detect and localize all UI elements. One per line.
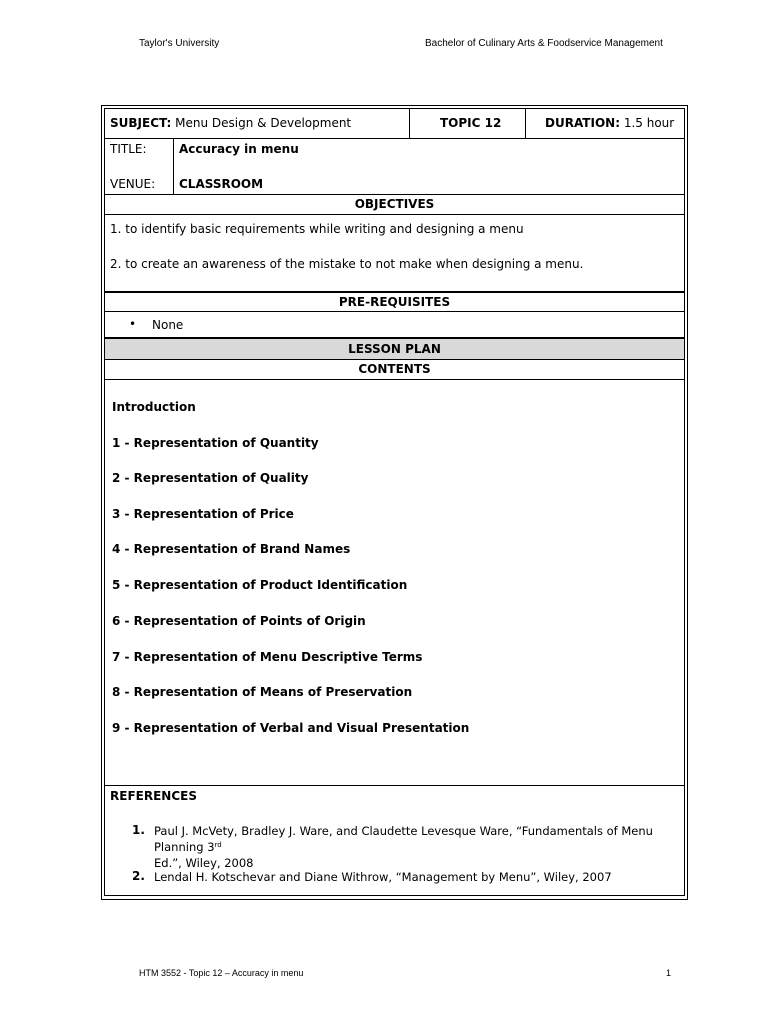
references-section	[105, 786, 684, 895]
references-heading: REFERENCES	[110, 789, 197, 803]
bullet-icon: •	[129, 317, 137, 331]
objective-item: 2. to create an awareness of the mistake to not make when designing a menu.	[110, 257, 584, 271]
contents-item: 1 - Representation of Quantity	[112, 436, 319, 450]
title-venue-row	[105, 139, 684, 195]
reference-number: 1.	[132, 823, 145, 837]
subject-value: Menu Design & Development	[175, 116, 352, 130]
contents-item: 5 - Representation of Product Identification	[112, 578, 408, 592]
contents-item: 2 - Representation of Quality	[112, 471, 309, 485]
venue-label: VENUE:	[110, 177, 156, 191]
duration-value: 1.5 hour	[623, 116, 675, 130]
lesson-plan-table	[104, 108, 685, 896]
reference-text: Paul J. McVety, Bradley J. Ware, and Claudette Levesque Ware, “Fundamentals of Menu Planning 3rd Ed.”, Wiley, 2008	[154, 824, 653, 870]
prerequisites-heading: PRE-REQUISITES	[105, 292, 684, 312]
contents-item: 3 - Representation of Price	[112, 507, 294, 521]
reference-number: 2.	[132, 869, 145, 883]
venue-value: CLASSROOM	[179, 177, 264, 191]
subject-field	[110, 116, 351, 130]
contents-heading: CONTENTS	[105, 360, 684, 380]
contents-item: Introduction	[112, 400, 196, 414]
title-label: TITLE:	[110, 142, 147, 156]
page-header-left: Taylor's University	[139, 38, 220, 49]
objectives-heading: OBJECTIVES	[105, 195, 684, 215]
duration-label: DURATION:	[545, 116, 620, 130]
prerequisites-body	[105, 312, 684, 338]
duration-field	[545, 116, 674, 130]
page-footer-left: HTM 3552 - Topic 12 – Accuracy in menu	[139, 968, 304, 978]
contents-item: 7 - Representation of Menu Descriptive Terms	[112, 650, 423, 664]
topic-label: TOPIC 12	[440, 116, 502, 130]
reference-superscript: rd	[214, 841, 222, 849]
prerequisite-item: None	[152, 318, 184, 332]
reference-text: Lendal H. Kotschevar and Diane Withrow, “Management by Menu”, Wiley, 2007	[154, 870, 612, 884]
objectives-body	[105, 215, 684, 292]
contents-item: 8 - Representation of Means of Preservation	[112, 685, 413, 699]
subject-row	[105, 109, 684, 139]
page-number: 1	[666, 968, 672, 978]
objective-item: 1. to identify basic requirements while writing and designing a menu	[110, 222, 524, 236]
contents-item: 6 - Representation of Points of Origin	[112, 614, 366, 628]
lesson-plan-heading: LESSON PLAN	[105, 338, 684, 360]
contents-item: 9 - Representation of Verbal and Visual Presentation	[112, 721, 470, 735]
subject-label: SUBJECT:	[110, 116, 172, 130]
contents-body	[105, 380, 684, 786]
title-value: Accuracy in menu	[179, 142, 299, 156]
contents-item: 4 - Representation of Brand Names	[112, 542, 351, 556]
page-header-right: Bachelor of Culinary Arts & Foodservice Management	[425, 38, 663, 49]
